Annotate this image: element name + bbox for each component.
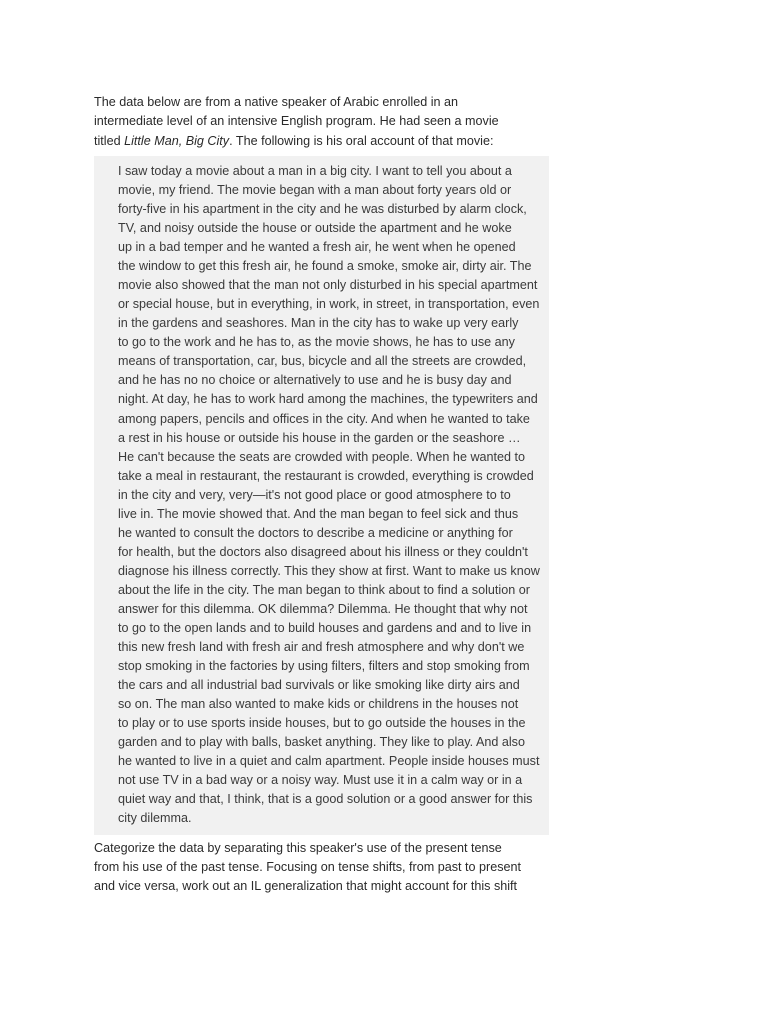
- account-line: I saw today a movie about a man in a big city. I want to tell you about a: [118, 163, 512, 178]
- outro-line: and vice versa, work out an IL generalization that might account for this shift: [94, 879, 518, 894]
- movie-title: Little Man, Big City: [124, 133, 230, 148]
- account-line: forty-five in his apartment in the city and he was disturbed by alarm clock,: [118, 201, 527, 216]
- account-line: he wanted to live in a quiet and calm apartment. People inside houses must: [118, 754, 540, 769]
- account-line: take a meal in restaurant, the restaurant is crowded, everything is crowded: [118, 468, 534, 483]
- account-line: means of transportation, car, bus, bicycle and all the streets are crowded,: [118, 354, 527, 369]
- account-line: live in. The movie showed that. And the man began to feel sick and thus: [118, 506, 519, 521]
- account-line: TV, and noisy outside the house or outside the apartment and he woke: [118, 221, 512, 236]
- account-line: movie, my friend. The movie began with a man about forty years old or: [118, 182, 512, 197]
- outro-line: Categorize the data by separating this speaker's use of the present tense: [94, 840, 502, 855]
- account-line: so on. The man also wanted to make kids or childrens in the houses not: [118, 697, 519, 712]
- account-line: this new fresh land with fresh air and fresh atmosphere and why don't we: [118, 640, 525, 655]
- intro-text: . The following is his oral account of that movie:: [229, 133, 494, 148]
- account-line: in the city and very, very—it's not good place or good atmosphere to to: [118, 487, 511, 502]
- account-line: quiet way and that, I think, that is a good solution or a good answer for this: [118, 792, 533, 807]
- account-line: or special house, but in everything, in work, in street, in transportation, even: [118, 297, 540, 312]
- intro-line: intermediate level of an intensive English program. He had seen a movie: [94, 114, 499, 129]
- account-line: night. At day, he has to work hard among the machines, the typewriters and: [118, 392, 538, 407]
- account-line: and he has no no choice or alternatively to use and he is busy day and: [118, 373, 512, 388]
- account-line: not use TV in a bad way or a noisy way. Must use it in a calm way or in a: [118, 773, 523, 788]
- account-line: to go to the open lands and to build houses and gardens and and to live in: [118, 621, 532, 636]
- account-line: for health, but the doctors also disagreed about his illness or they couldn't: [118, 544, 528, 559]
- account-line: city dilemma.: [118, 811, 192, 826]
- intro-line: [94, 132, 549, 151]
- account-line: about the life in the city. The man began to think about to find a solution or: [118, 582, 530, 597]
- oral-account-quote: [94, 156, 549, 835]
- account-line: to go to the work and he has to, as the movie shows, he has to use any: [118, 335, 515, 350]
- account-line: garden and to play with balls, basket anything. They like to play. And also: [118, 735, 525, 750]
- outro-line: from his use of the past tense. Focusing on tense shifts, from past to present: [94, 859, 522, 874]
- account-line: He can't because the seats are crowded with people. When he wanted to: [118, 449, 526, 464]
- account-line: up in a bad temper and he wanted a fresh air, he went when he opened: [118, 240, 516, 255]
- account-line: diagnose his illness correctly. This they show at first. Want to make us know: [118, 563, 540, 578]
- account-line: he wanted to consult the doctors to describe a medicine or anything for: [118, 525, 513, 540]
- outro-paragraph: [94, 839, 549, 897]
- account-line: stop smoking in the factories by using filters, filters and stop smoking from: [118, 659, 530, 674]
- account-line: in the gardens and seashores. Man in the city has to wake up very early: [118, 316, 519, 331]
- account-line: to play or to use sports inside houses, but to go outside the houses in the: [118, 716, 526, 731]
- account-line: movie also showed that the man not only disturbed in his special apartment: [118, 278, 538, 293]
- intro-text: titled: [94, 133, 125, 148]
- account-line: the cars and all industrial bad survivals or like smoking like dirty airs and: [118, 678, 520, 693]
- account-line: answer for this dilemma. OK dilemma? Dilemma. He thought that why not: [118, 601, 528, 616]
- account-line: the window to get this fresh air, he found a smoke, smoke air, dirty air. The: [118, 259, 532, 274]
- intro-paragraph: [94, 93, 549, 151]
- account-line: a rest in his house or outside his house in the garden or the seashore …: [118, 430, 521, 445]
- document-page: [94, 93, 549, 896]
- account-line: among papers, pencils and offices in the city. And when he wanted to take: [118, 411, 530, 426]
- intro-line: The data below are from a native speaker of Arabic enrolled in an: [94, 95, 459, 109]
